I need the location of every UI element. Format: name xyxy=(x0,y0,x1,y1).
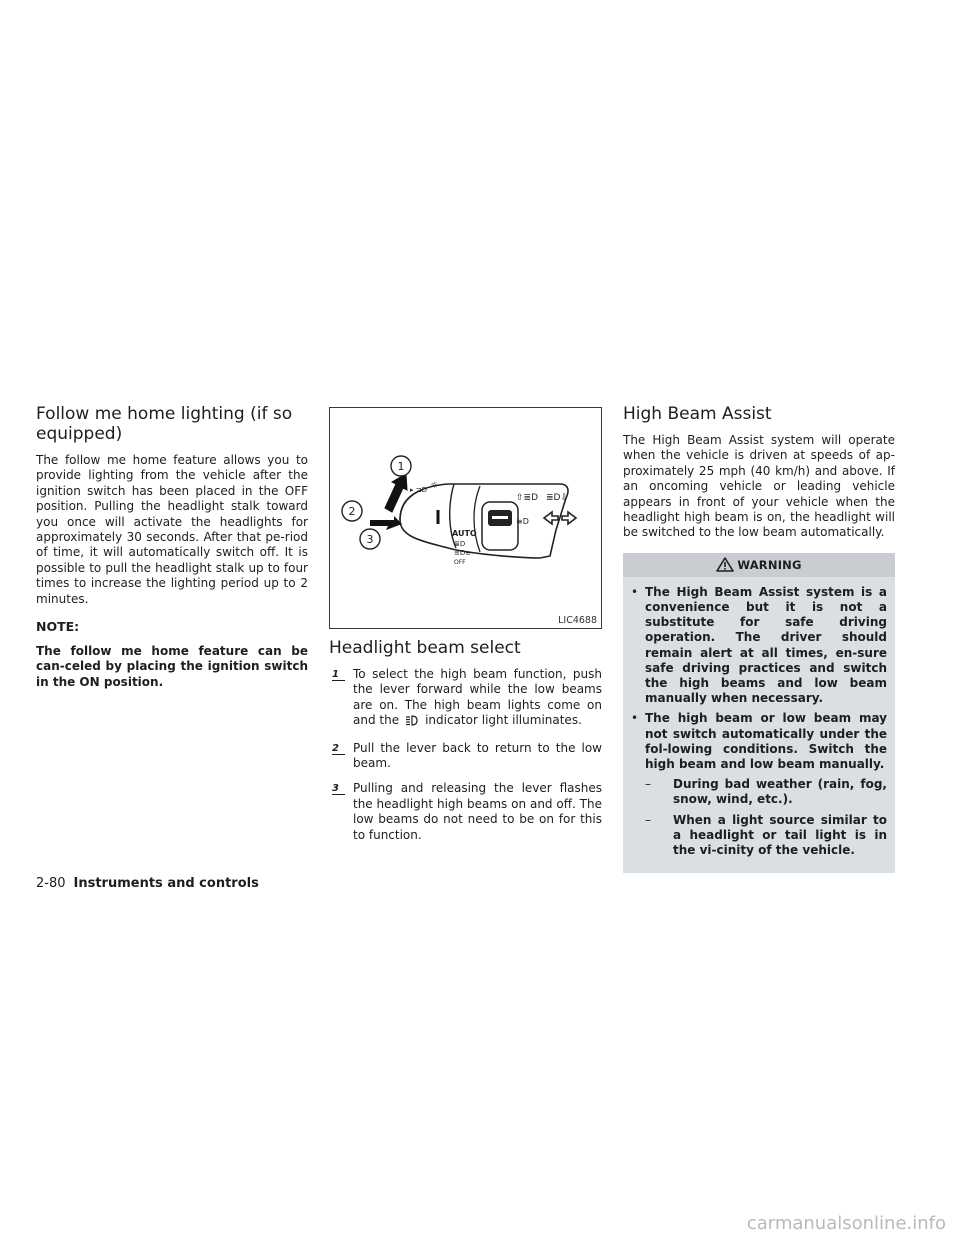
arrow-pull-icon xyxy=(370,516,402,530)
figure-code: LIC4688 xyxy=(558,615,597,626)
column-high-beam-assist xyxy=(623,404,895,873)
note-body: The follow me home feature can be can-celed by placing the ignition switch in the ON position. xyxy=(36,644,308,689)
svg-text:⇧≣D: ⇧≣D xyxy=(516,493,539,503)
warning-subitem: – During bad weather (rain, fog, snow, wind, etc.). xyxy=(645,777,887,807)
warning-triangle-icon xyxy=(716,557,734,572)
svg-text:≡D≡: ≡D≡ xyxy=(454,549,472,557)
step-number: 2 xyxy=(332,742,345,755)
svg-text:AUTO: AUTO xyxy=(452,529,477,538)
callout-3: 3 xyxy=(366,533,374,546)
step-number: 1 xyxy=(332,668,345,681)
follow-me-home-body: The follow me home feature allows you to provide lighting from the vehicle after the ignition switch has been placed in the OFF position. Pulling the headlight stalk toward you once will activate the headlights for approximately 30 seconds. After that pe-riod of time, it will automatically switch off. It is possible to pull the headlight stalk up to four times to increase the lighting period up to 2 minutes. xyxy=(36,453,308,606)
warning-item-text: The high beam or low beam may not switch automatically under the fol-lowing conditions. Switch the high beam and low beam manually. xyxy=(645,711,887,772)
watermark: carmanualsonline.info xyxy=(746,1213,946,1234)
warning-box xyxy=(623,553,895,873)
callout-2: 2 xyxy=(348,505,356,518)
step-number: 3 xyxy=(332,782,345,795)
warning-item: • The High Beam Assist system is a convenience but it is not a substitute for safe driving operation. The driver should remain alert at all times, en-sure safe driving practices and switch the high beams and low beam manually when necessary. xyxy=(631,585,887,707)
step-1 xyxy=(329,667,602,731)
step-2 xyxy=(329,741,602,772)
svg-text:≣D: ≣D xyxy=(454,540,466,548)
headlight-stalk-illustration xyxy=(330,408,601,628)
step-3 xyxy=(329,781,602,843)
section-title-follow-me-home: Follow me home lighting (if so equipped) xyxy=(36,404,293,444)
step-text: Pull the lever back to return to the low beam. xyxy=(353,740,602,771)
svg-text:▸ ⊐D: ▸ ⊐D xyxy=(410,486,427,494)
note-heading: NOTE: xyxy=(36,619,80,635)
headlight-stalk-figure xyxy=(329,407,602,629)
warning-item-with-subitems xyxy=(631,711,887,858)
high-beam-indicator-icon xyxy=(405,715,419,730)
warning-list xyxy=(623,577,895,858)
svg-text:☼: ☼ xyxy=(430,481,439,491)
high-beam-assist-body: The High Beam Assist system will operate when the vehicle is driven at speeds of ap-proximately 25 mph (40 km/h) and above. If an oncoming vehicle or leading vehicle appears in front of your vehicle when the headlight high beam is on, the headlight will be switched to the low beam automatically. xyxy=(623,433,895,540)
warning-sublist xyxy=(645,777,887,858)
svg-text:≡D: ≡D xyxy=(516,517,529,526)
chapter-title: Instruments and controls xyxy=(73,876,259,891)
callout-1: 1 xyxy=(397,460,405,473)
column-headlight-beam xyxy=(329,407,602,853)
step-text: Pulling and releasing the lever flashes the headlight high beams on and off. The low beams do not need to be on for this to function. xyxy=(353,781,602,842)
column-follow-me-home xyxy=(36,404,308,702)
step-text-before: To select the high beam function, push the lever forward while the low beams are on. The high beam lights come on and the xyxy=(353,667,602,728)
page-number: 2-80 xyxy=(36,876,66,891)
svg-text:≣D⇩: ≣D⇩ xyxy=(546,493,569,503)
section-title-high-beam-assist: High Beam Assist xyxy=(623,404,772,424)
step-text-after: indicator light illuminates. xyxy=(425,713,582,728)
warning-subitem: – When a light source similar to a headlight or tail light is in the vi-cinity of the vehicle. xyxy=(645,813,887,859)
section-title-headlight-beam: Headlight beam select xyxy=(329,638,521,658)
svg-text:OFF: OFF xyxy=(454,559,466,566)
warning-title-bar xyxy=(623,553,895,577)
page-footer xyxy=(36,876,259,891)
warning-title: WARNING xyxy=(737,557,802,572)
